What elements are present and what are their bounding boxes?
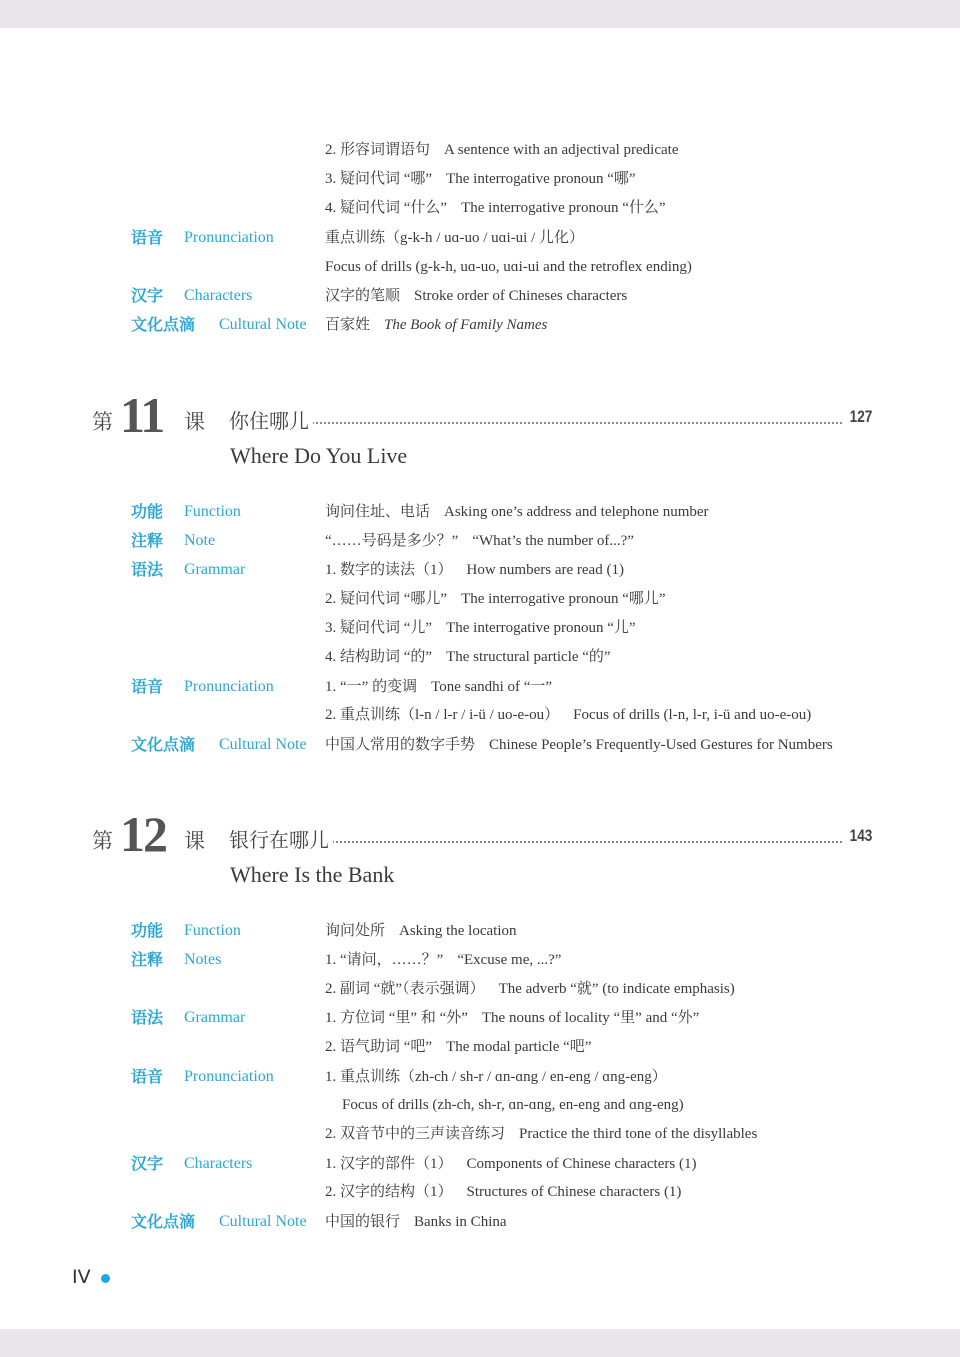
bottom-gray-band xyxy=(0,1329,960,1357)
item-zh: 重点训练（g-k-h / uɑ-uo / uɑi-ui / 儿化） xyxy=(325,230,585,246)
item-en: “What’s the number of...?” xyxy=(472,533,634,549)
item-zh: 2. 疑问代词 “哪儿” xyxy=(325,591,448,607)
item-en: Focus of drills (l-n, l-r, i-ü and uo-e-ou) xyxy=(573,707,812,723)
category-zh: 汉字 xyxy=(131,286,164,305)
item-zh: 2. 汉字的结构（1） xyxy=(325,1184,453,1200)
characters-row xyxy=(0,285,960,307)
item-en: The modal particle “吧” xyxy=(446,1039,592,1055)
lesson-number: 12 xyxy=(120,806,166,862)
category-en: Pronunciation xyxy=(184,229,274,246)
lesson-title-zh: 银行在哪儿 xyxy=(229,824,333,853)
item-zh: 询问处所 xyxy=(325,923,386,939)
category-zh: 文化点滴 xyxy=(131,735,196,754)
lesson-ke: 课 xyxy=(184,410,205,434)
grammar-row xyxy=(0,1007,960,1029)
category-en: Pronunciation xyxy=(184,1068,274,1085)
item-zh: 2. 重点训练（l-n / l-r / i-ü / uo-e-ou） xyxy=(325,707,560,723)
item-en: The structural particle “的” xyxy=(446,649,611,665)
item-en: The interrogative pronoun “哪” xyxy=(446,171,636,187)
lesson-title-zh: 你住哪儿 xyxy=(229,405,313,434)
item-en: Tone sandhi of “一” xyxy=(431,679,553,695)
item-en: Asking one’s address and telephone number xyxy=(444,504,709,520)
category-zh: 语音 xyxy=(131,228,164,247)
category-en: Characters xyxy=(184,1155,253,1172)
item-zh: 3. 疑问代词 “儿” xyxy=(325,620,433,636)
notes-row xyxy=(0,949,960,971)
item-en: How numbers are read (1) xyxy=(466,562,624,578)
item-en: Structures of Chinese characters (1) xyxy=(466,1184,682,1200)
cultural-row xyxy=(0,314,960,336)
category-en: Notes xyxy=(184,951,222,968)
lesson-heading[interactable] xyxy=(92,806,882,862)
category-en: Cultural Note xyxy=(219,316,307,333)
item-zh: 4. 结构助词 “的” xyxy=(325,649,433,665)
dot-leader xyxy=(232,422,842,424)
lesson-ke: 课 xyxy=(184,829,205,853)
item-zh: 1. 重点训练（zh-ch / sh-r / ɑn-ɑng / en-eng / ɑng-eng） xyxy=(325,1069,667,1085)
item-zh: 3. 疑问代词 “哪” xyxy=(325,171,433,187)
item-zh: 2. 形容词谓语句 xyxy=(325,142,431,158)
item-zh: 2. 双音节中的三声读音练习 xyxy=(325,1126,506,1142)
category-en: Grammar xyxy=(184,1009,246,1026)
function-row xyxy=(0,920,960,942)
item-zh: “……号码是多少？” xyxy=(325,533,459,549)
item-en: The Book of Family Names xyxy=(384,317,548,333)
characters-row xyxy=(0,1153,960,1175)
cultural-row xyxy=(0,1211,960,1233)
category-zh: 注释 xyxy=(131,531,164,550)
top-gray-band xyxy=(0,0,960,28)
item-en: Stroke order of Chineses characters xyxy=(414,288,628,304)
item-zh: 2. 副词 “就”（表示强调） xyxy=(325,981,485,997)
item-zh: 汉字的笔顺 xyxy=(325,288,401,304)
category-en: Function xyxy=(184,922,241,939)
page-dot-icon xyxy=(101,1274,110,1283)
lesson-page-number: 127 xyxy=(849,407,872,426)
cultural-row xyxy=(0,734,960,756)
pronunciation-row xyxy=(0,676,960,698)
item-zh: 中国人常用的数字手势 xyxy=(325,737,476,753)
item-zh: 4. 疑问代词 “什么” xyxy=(325,200,448,216)
category-en: Cultural Note xyxy=(219,1213,307,1230)
category-zh: 文化点滴 xyxy=(131,315,196,334)
category-zh: 功能 xyxy=(131,502,164,521)
category-en: Cultural Note xyxy=(219,736,307,753)
item-en: The adverb “就” (to indicate emphasis) xyxy=(498,981,735,997)
category-zh: 汉字 xyxy=(131,1154,164,1173)
lesson-heading[interactable] xyxy=(92,387,882,443)
item-zh: 1. 方位词 “里” 和 “外” xyxy=(325,1010,468,1026)
item-en: Focus of drills (g-k-h, uɑ-uo, uɑi-ui and the retroflex ending) xyxy=(325,259,692,275)
item-en: Banks in China xyxy=(414,1214,507,1230)
category-zh: 语音 xyxy=(131,1067,164,1086)
lesson-di: 第 xyxy=(92,410,113,434)
lesson-di: 第 xyxy=(92,829,113,853)
category-en: Characters xyxy=(184,287,253,304)
item-zh: 询问住址、电话 xyxy=(325,504,431,520)
category-zh: 注释 xyxy=(131,950,164,969)
item-en: Asking the location xyxy=(399,923,517,939)
category-en: Pronunciation xyxy=(184,678,274,695)
item-zh: 1. “一” 的变调 xyxy=(325,679,418,695)
item-zh: 1. “请问，……？” xyxy=(325,952,444,968)
item-en: Chinese People’s Frequently-Used Gestures for Numbers xyxy=(489,737,833,753)
page-number: IV xyxy=(72,1266,91,1288)
item-en: A sentence with an adjectival predicate xyxy=(444,142,679,158)
lesson-title-en: Where Is the Bank xyxy=(230,862,395,887)
item-en: The nouns of locality “里” and “外” xyxy=(481,1010,700,1026)
pronunciation-row xyxy=(0,227,960,249)
item-en: “Excuse me, ...?” xyxy=(457,952,562,968)
item-en: Practice the third tone of the disyllables xyxy=(519,1126,758,1142)
category-zh: 文化点滴 xyxy=(131,1212,196,1231)
lesson-page-number: 143 xyxy=(849,826,872,845)
item-en: The interrogative pronoun “儿” xyxy=(446,620,636,636)
item-zh: 1. 数字的读法（1） xyxy=(325,562,453,578)
pronunciation-row xyxy=(0,1066,960,1088)
item-zh: 2. 语气助词 “吧” xyxy=(325,1039,433,1055)
item-en: The interrogative pronoun “什么” xyxy=(461,200,666,216)
lesson-title-en: Where Do You Live xyxy=(230,443,408,468)
item-zh: 1. 汉字的部件（1） xyxy=(325,1156,453,1172)
item-en: Components of Chinese characters (1) xyxy=(466,1156,697,1172)
function-row xyxy=(0,501,960,523)
category-zh: 语法 xyxy=(131,1008,164,1027)
item-en: Focus of drills (zh-ch, sh-r, ɑn-ɑng, en-eng and ɑng-eng) xyxy=(342,1097,684,1113)
category-zh: 语音 xyxy=(131,677,164,696)
category-en: Function xyxy=(184,503,241,520)
item-zh: 百家姓 xyxy=(325,317,371,333)
item-zh: 中国的银行 xyxy=(325,1214,401,1230)
lesson-number: 11 xyxy=(120,387,164,443)
grammar-row xyxy=(0,559,960,581)
note-row xyxy=(0,530,960,552)
category-zh: 语法 xyxy=(131,560,164,579)
category-en: Grammar xyxy=(184,561,246,578)
category-zh: 功能 xyxy=(131,921,164,940)
item-en: The interrogative pronoun “哪儿” xyxy=(461,591,666,607)
category-en: Note xyxy=(184,532,216,549)
